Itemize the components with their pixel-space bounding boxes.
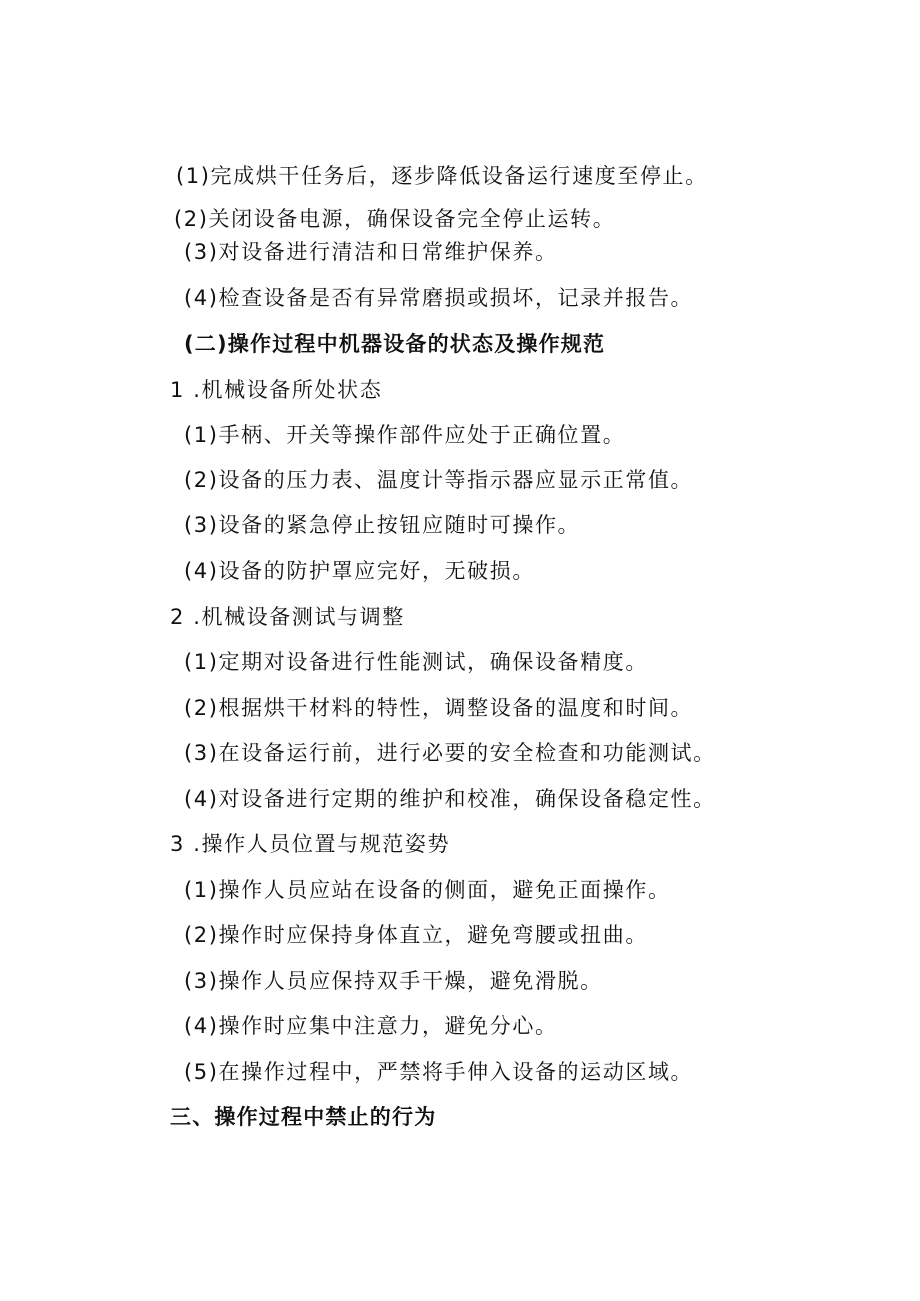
text-line: (2)设备的压力表、温度计等指示器应显示正常值。 xyxy=(184,468,694,492)
text-line: (2)根据烘干材料的特性，调整设备的温度和时间。 xyxy=(184,696,694,720)
text-line: (4)对设备进行定期的维护和校准，确保设备稳定性。 xyxy=(184,787,716,811)
text-line: (2)操作时应保持身体直立，避免弯腰或扭曲。 xyxy=(184,923,648,947)
text-line: (4)检查设备是否有异常磨损或损坏，记录并报告。 xyxy=(184,286,694,310)
text-line: (1)完成烘干任务后，逐步降低设备运行速度至停止。 xyxy=(176,164,708,188)
subsection-heading: 1 .机械设备所处状态 xyxy=(170,378,383,402)
text-line: (1)手柄、开关等操作部件应处于正确位置。 xyxy=(184,423,626,447)
text-line: (5)在操作过程中，严禁将手伸入设备的运动区域。 xyxy=(184,1060,694,1084)
text-line: (3)在设备运行前，进行必要的安全检查和功能测试。 xyxy=(184,741,716,765)
text-line: (4)操作时应集中注意力，避免分心。 xyxy=(184,1014,558,1038)
section-heading: (二)操作过程中机器设备的状态及操作规范 xyxy=(184,332,606,356)
section-heading: 三、操作过程中禁止的行为 xyxy=(170,1105,437,1129)
text-line: (4)设备的防护罩应完好，无破损。 xyxy=(184,559,535,583)
text-line: (3)设备的紧急停止按钮应随时可操作。 xyxy=(184,513,581,537)
text-line: (1)操作人员应站在设备的侧面，避免正面操作。 xyxy=(184,878,671,902)
subsection-heading: 2 .机械设备测试与调整 xyxy=(170,605,405,629)
text-line: (3)操作人员应保持双手干燥，避免滑脱。 xyxy=(184,969,603,993)
text-line: (1)定期对设备进行性能测试，确保设备精度。 xyxy=(184,650,648,674)
text-line: (3)对设备进行清洁和日常维护保养。 xyxy=(184,240,558,264)
text-line: (2)关闭设备电源，确保设备完全停止运转。 xyxy=(174,207,616,231)
subsection-heading: 3 .操作人员位置与规范姿势 xyxy=(170,832,451,856)
